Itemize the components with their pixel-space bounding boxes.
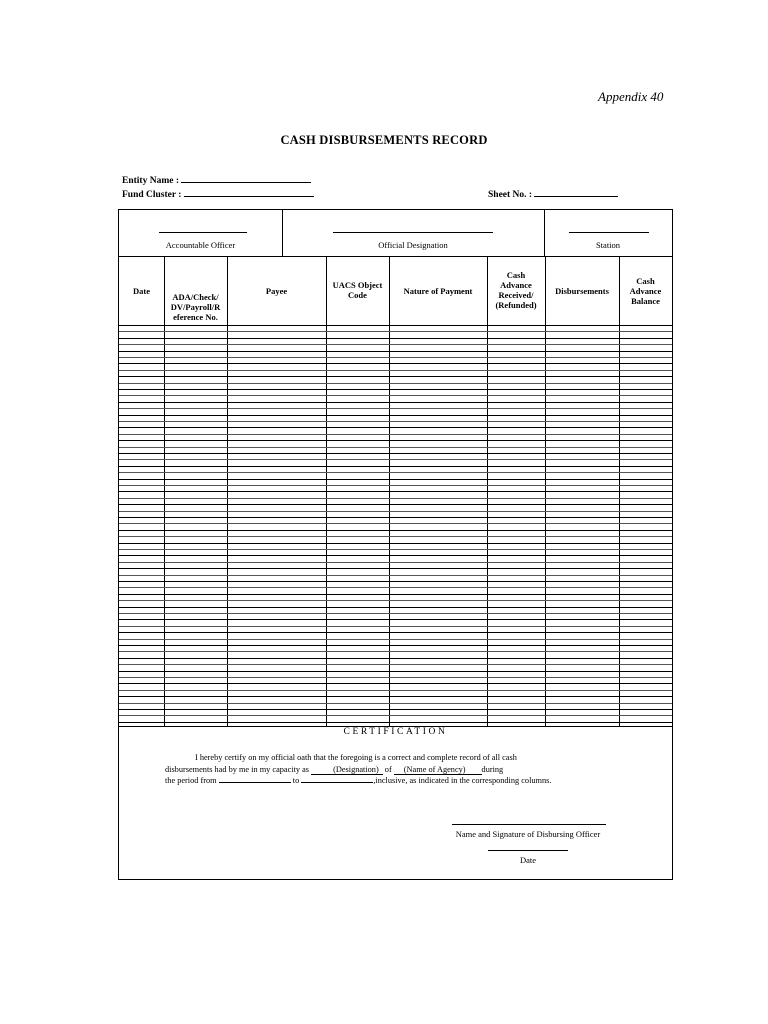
table-row[interactable] [119,331,672,332]
table-row[interactable] [119,619,672,620]
agency-placeholder: (Name of Agency) [403,765,466,774]
table-row[interactable] [119,549,672,550]
table-row[interactable] [119,607,672,608]
table-row[interactable] [119,600,672,601]
date-label: Date [519,855,537,865]
certification-line-1: I hereby certify on my official oath that the foregoing is a correct and complete record of all cash [195,753,517,762]
table-row[interactable] [119,690,672,691]
table-row[interactable] [119,715,672,716]
table-row[interactable] [119,363,672,364]
table-row[interactable] [119,581,672,582]
cert-during-text: during [481,765,504,774]
col-header-date: Date [133,286,150,296]
col-header-payee: Payee [265,286,288,296]
officer-blank[interactable] [159,232,247,233]
col-header-disbursements: Disbursements [555,286,609,296]
table-row[interactable] [119,472,672,473]
table-row[interactable] [119,587,672,588]
certification-line-3 [165,776,551,785]
table-row[interactable] [119,517,672,518]
station-label: Station [595,240,621,250]
certification-line-2 [165,765,503,775]
col-header-reference: ADA/Check/ DV/Payroll/R eference No. [170,292,221,322]
fund-cluster-label: Fund Cluster : [122,190,182,200]
table-row[interactable] [119,504,672,505]
col-header-nature: Nature of Payment [403,286,473,296]
fund-cluster-field[interactable] [122,190,314,200]
table-row[interactable] [119,664,672,665]
table-row[interactable] [119,357,672,358]
period-from-field[interactable] [219,782,291,783]
table-row[interactable] [119,632,672,633]
table-row[interactable] [119,338,672,339]
designation-placeholder: (Designation) [333,765,379,774]
cert-period-text: the period from [165,776,217,785]
table-row[interactable] [119,351,672,352]
designation-blank[interactable] [333,232,493,233]
sheet-number-blank[interactable] [534,196,618,197]
table-row[interactable] [119,383,672,384]
signature-label: Name and Signature of Disbursing Officer [455,829,601,839]
table-row[interactable] [119,613,672,614]
table-row[interactable] [119,466,672,467]
table-row[interactable] [119,479,672,480]
cert-inclusive-text: ,inclusive, as indicated in the corresponding columns. [373,776,552,785]
table-row[interactable] [119,709,672,710]
page-title: CASH DISBURSEMENTS RECORD [280,133,488,147]
table-row[interactable] [119,658,672,659]
col-header-balance: Cash Advance Balance [629,276,662,306]
entity-name-label: Entity Name : [122,176,179,186]
agency-field[interactable] [394,765,482,775]
table-row[interactable] [119,575,672,576]
table-row[interactable] [119,696,672,697]
table-row[interactable] [119,645,672,646]
table-row[interactable] [119,530,672,531]
table-row[interactable] [119,562,672,563]
table-row[interactable] [119,344,672,345]
table-row[interactable] [119,555,672,556]
table-row[interactable] [119,626,672,627]
cert-capacity-text: disbursements had by me in my capacity as [165,765,310,774]
table-row[interactable] [119,671,672,672]
period-to-field[interactable] [301,782,373,783]
table-row[interactable] [119,568,672,569]
table-row[interactable] [119,498,672,499]
cert-of-text: of [384,765,392,774]
table-row[interactable] [119,683,672,684]
table-row[interactable] [119,722,672,723]
table-row[interactable] [119,453,672,454]
table-row[interactable] [119,639,672,640]
table-row[interactable] [119,651,672,652]
table-row[interactable] [119,402,672,403]
table-row[interactable] [119,370,672,371]
col-header-cash-advance: Cash Advance Received/ (Refunded) [495,270,537,310]
entity-name-field[interactable] [122,176,311,186]
table-row[interactable] [119,427,672,428]
table-row[interactable] [119,408,672,409]
table-row[interactable] [119,421,672,422]
date-blank[interactable] [488,850,568,851]
sheet-number-label: Sheet No. : [488,190,533,200]
signature-blank[interactable] [452,824,606,825]
station-blank[interactable] [569,232,649,233]
designation-field[interactable] [311,765,383,775]
official-designation-label: Official Designation [378,240,448,250]
cert-to-text: to [292,776,300,785]
table-row[interactable] [119,447,672,448]
table-row[interactable] [119,536,672,537]
accountable-officer-label: Accountable Officer [165,240,236,250]
header-row-bottom-line [119,325,672,326]
table-row[interactable] [119,543,672,544]
table-row[interactable] [119,523,672,524]
entity-name-blank[interactable] [181,182,311,183]
table-row[interactable] [119,703,672,704]
table-row[interactable] [119,511,672,512]
table-row[interactable] [119,415,672,416]
table-row[interactable] [119,434,672,435]
table-row[interactable] [119,440,672,441]
top-box-bottom-line [119,256,672,257]
fund-cluster-blank[interactable] [184,196,314,197]
certification-title: CERTIFICATION [343,727,448,737]
table-row[interactable] [119,485,672,486]
col-header-uacs: UACS Object Code [332,280,383,300]
table-row[interactable] [119,389,672,390]
table-row[interactable] [119,677,672,678]
table-row[interactable] [119,395,672,396]
table-row[interactable] [119,594,672,595]
table-row[interactable] [119,459,672,460]
table-row[interactable] [119,491,672,492]
table-row[interactable] [119,376,672,377]
appendix-number: Appendix 40 [598,89,664,104]
sheet-number-field[interactable] [488,190,618,200]
